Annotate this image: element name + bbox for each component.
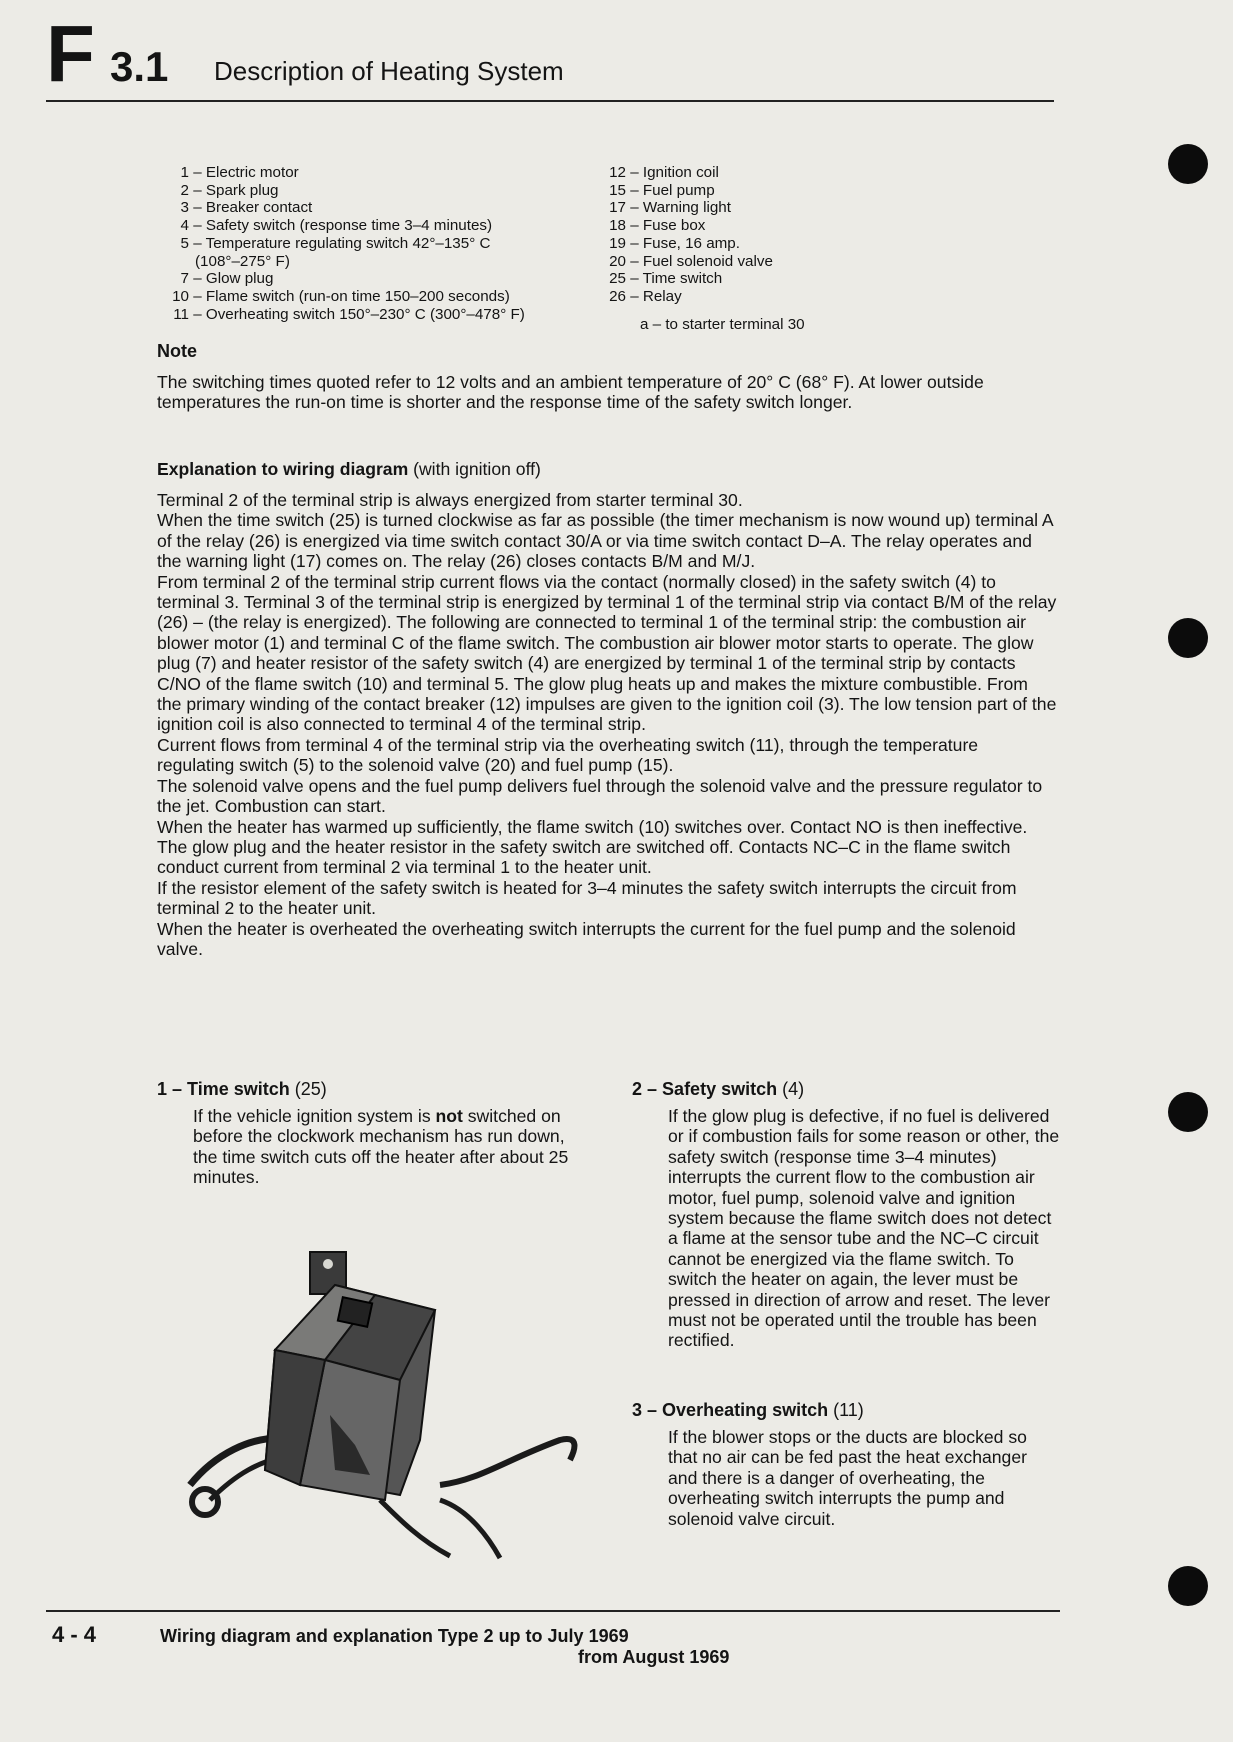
note-text: The switching times quoted refer to 12 volts and an ambient temperature of 20° C (68° F). At lower outside temperatures the run-on time is shorter and the response time of the safety switch longer. xyxy=(157,372,984,413)
legend-item: 11 – Overheating switch 150°–230° C (300°–478° F) xyxy=(173,305,525,323)
legend-item: 2 – Spark plug xyxy=(180,181,279,199)
section-2-heading: 2 – Safety switch (4) xyxy=(632,1079,805,1099)
explanation-paragraph: When the heater is overheated the overheating switch interrupts the current for the fuel pump and the solenoid valve. xyxy=(157,918,1016,959)
section-1-heading: 1 – Time switch (25) xyxy=(157,1079,327,1099)
legend-item: 26 – Relay xyxy=(609,287,682,305)
header-rule xyxy=(46,100,1054,102)
legend-item: 10 – Flame switch (run-on time 150–200 seconds) xyxy=(172,287,510,305)
legend-item: 7 – Glow plug xyxy=(180,270,274,288)
punch-hole xyxy=(1168,1566,1208,1606)
footer-caption-line-1: Wiring diagram and explanation Type 2 up to July 1969 xyxy=(160,1626,629,1646)
legend-item: 12 – Ignition coil xyxy=(609,164,719,181)
section-number: 3.1 xyxy=(110,43,169,90)
punch-hole xyxy=(1168,618,1208,658)
section-3-text: If the blower stops or the ducts are blocked so that no air can be fed past the heat exchanger and there is a danger of overheating, the overheating switch interrupts the pump and solenoid valve circuit. xyxy=(668,1427,1027,1529)
punch-hole xyxy=(1168,1092,1208,1132)
explanation-heading: Explanation to wiring diagram (with ignition off) xyxy=(157,459,541,479)
footer-rule xyxy=(46,1610,1060,1612)
time-switch-photo xyxy=(150,1240,590,1560)
legend-right xyxy=(592,164,773,306)
explanation-paragraph: When the time switch (25) is turned clockwise as far as possible (the timer mechanism is now wound up) terminal A of the relay (26) is energized via time switch contact 30/A or via time switch contact D–A. The relay operates and the warning light (17) comes on. The relay (26) closes contacts B/M and M/J. xyxy=(157,510,1053,572)
legend-item: 19 – Fuse, 16 amp. xyxy=(609,234,740,252)
section-3-heading: 3 – Overheating switch (11) xyxy=(632,1400,864,1420)
page-number: 4 - 4 xyxy=(52,1622,97,1647)
section-1-text: If the vehicle ignition system is not switched on before the clockwork mechanism has run down, the time switch cuts off the heater after about 25 minutes. xyxy=(193,1106,569,1188)
legend-item-continued: (108°–275° F) xyxy=(195,252,290,270)
explanation-body xyxy=(157,490,1057,959)
explanation-paragraph: If the resistor element of the safety switch is heated for 3–4 minutes the safety switch interrupts the circuit from terminal 2 to the heater unit. xyxy=(157,877,1017,919)
explanation-paragraph: When the heater has warmed up sufficiently, the flame switch (10) switches over. Contact NO is then ineffective. The glow plug and the heater resistor in the safety switch are switched off. Contacts NC–C in the flame switch conduct current from terminal 2 via terminal 1 to the heater unit. xyxy=(157,816,1028,878)
chapter-letter: F xyxy=(46,9,93,98)
note-heading: Note xyxy=(157,341,197,361)
legend-left xyxy=(155,164,525,323)
legend-item: 1 – Electric motor xyxy=(180,164,299,181)
explanation-paragraph: The solenoid valve opens and the fuel pump delivers fuel through the solenoid valve and the pressure regulator to the jet. Combustion can start. xyxy=(157,775,1043,817)
section-2-text: If the glow plug is defective, if no fuel is delivered or if combustion fails for some reason or other, the safety switch (response time 3–4 minutes) interrupts the current flow to the combustion air motor, fuel pump, solenoid valve and ignition system because the flame switch does not detect a flame at the sensor tube and the NC–C circuit cannot be energized via the flame switch. To switch the heater on again, the lever must be pressed in direction of arrow and reset. The lever must not be operated until the trouble has been rectified. xyxy=(668,1106,1060,1351)
legend-item: 5 – Temperature regulating switch 42°–135° C xyxy=(180,234,491,252)
footer-caption-line-2: from August 1969 xyxy=(578,1647,730,1667)
legend-item: 20 – Fuel solenoid valve xyxy=(609,252,773,270)
legend-item: 18 – Fuse box xyxy=(609,217,706,235)
legend-note-a: a – to starter terminal 30 xyxy=(640,316,805,333)
explanation-paragraph: From terminal 2 of the terminal strip current flows via the contact (normally closed) in the safety switch (4) to terminal 3. Terminal 3 of the terminal strip is energized by terminal 1 of the terminal strip via contact B/M of the relay (26) – (the relay is energized). The following are connected to terminal 1 of the terminal strip: the combustion air blower motor (1) and terminal C of the flame switch. The combustion air blower motor starts to operate. The glow plug (7) and heater resistor of the safety switch (4) are energized by terminal 1 of the terminal strip by contacts C/NO of the flame switch (10) and terminal 5. The glow plug heats up and makes the mixture combustible. From the primary winding of the contact breaker (12) impulses are given to the ignition coil (3). The low tension part of the ignition coil is also connected to terminal 4 of the terminal strip. xyxy=(157,571,1057,735)
legend-item: 3 – Breaker contact xyxy=(180,199,313,217)
legend-item: 4 – Safety switch (response time 3–4 minutes) xyxy=(180,217,493,235)
punch-hole xyxy=(1168,144,1208,184)
page-title: Description of Heating System xyxy=(214,56,564,86)
explanation-paragraph: Terminal 2 of the terminal strip is always energized from starter terminal 30. xyxy=(157,490,743,510)
legend-item: 15 – Fuel pump xyxy=(609,181,715,199)
legend-item: 25 – Time switch xyxy=(609,270,723,288)
legend-item: 17 – Warning light xyxy=(609,199,731,217)
explanation-paragraph: Current flows from terminal 4 of the terminal strip via the overheating switch (11), through the temperature regulating switch (5) to the solenoid valve (20) and fuel pump (15). xyxy=(157,734,979,776)
